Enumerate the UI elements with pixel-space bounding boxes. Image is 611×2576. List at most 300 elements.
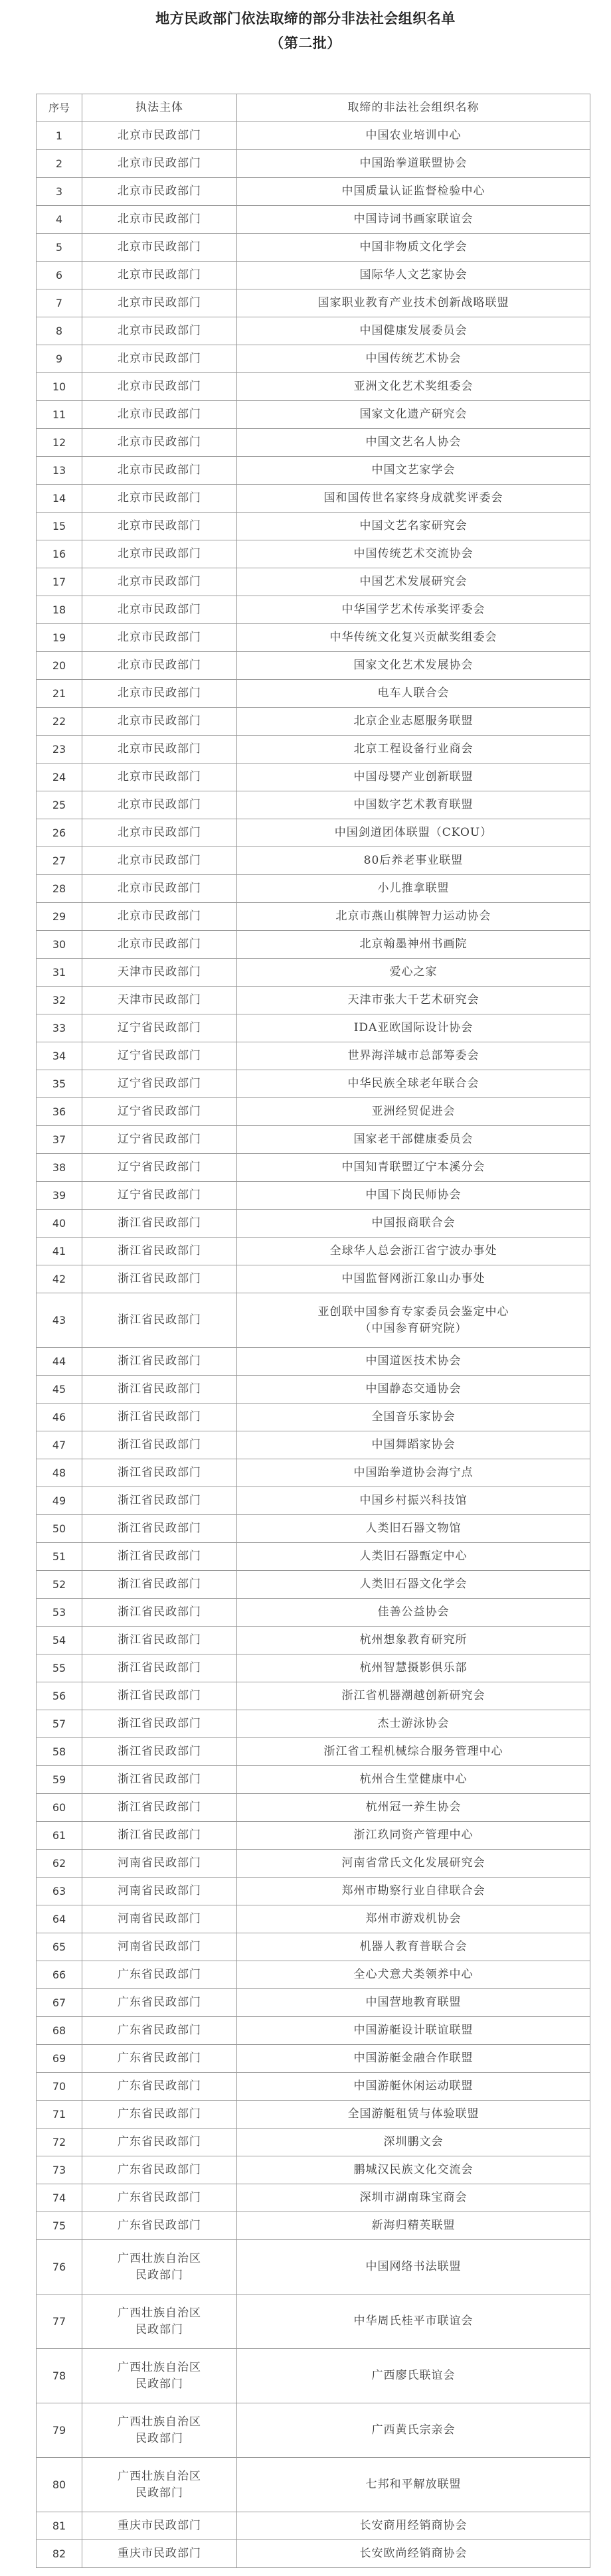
row-organization xyxy=(237,206,590,234)
row-number: 40 xyxy=(37,1210,82,1238)
row-organization xyxy=(237,568,590,596)
row-agency-line: 广东省民政部门 xyxy=(118,2107,201,2121)
row-organization-line: 机器人教育普联合会 xyxy=(359,1940,468,1953)
row-agency xyxy=(82,987,237,1014)
table-row xyxy=(37,1487,590,1515)
row-number: 2 xyxy=(37,150,82,178)
row-agency xyxy=(82,2045,237,2073)
row-number: 14 xyxy=(37,485,82,513)
row-number: 37 xyxy=(37,1126,82,1154)
row-agency-line: 浙江省民政部门 xyxy=(118,1313,201,1327)
table-row xyxy=(37,1961,590,1989)
table-row xyxy=(37,791,590,819)
row-organization-line: 全心犬意犬类领养中心 xyxy=(353,1968,474,1981)
table-row xyxy=(37,2073,590,2101)
row-organization xyxy=(237,2294,590,2349)
table-row xyxy=(37,624,590,652)
table-row xyxy=(37,2129,590,2156)
row-agency xyxy=(82,373,237,401)
table-row xyxy=(37,1822,590,1850)
row-organization xyxy=(237,429,590,457)
row-organization-line: 七邦和平解放联盟 xyxy=(365,2478,462,2491)
row-organization xyxy=(237,764,590,791)
table-row xyxy=(37,2101,590,2129)
row-organization-line: 人类旧石器文物馆 xyxy=(365,1522,462,1535)
row-agency-line: 辽宁省民政部门 xyxy=(118,1133,201,1146)
row-number: 25 xyxy=(37,791,82,819)
row-agency-line: 天津市民政部门 xyxy=(118,993,201,1006)
row-organization xyxy=(237,345,590,373)
row-agency-line: 北京市民政部门 xyxy=(118,854,201,867)
row-agency-line: 广西壮族自治区 xyxy=(118,2360,201,2374)
row-number: 75 xyxy=(37,2212,82,2240)
row-organization-line: 80后养老事业联盟 xyxy=(363,854,464,867)
row-number: 49 xyxy=(37,1487,82,1515)
row-agency xyxy=(82,317,237,345)
row-organization xyxy=(237,1014,590,1042)
row-agency-line: 广东省民政部门 xyxy=(118,2024,201,2037)
header-agency: 执法主体 xyxy=(82,94,237,122)
row-organization-line: 国家职业教育产业技术创新战略联盟 xyxy=(317,296,509,309)
table-row xyxy=(37,513,590,540)
row-organization-line: 中国游艇设计联谊联盟 xyxy=(353,2024,474,2037)
row-organization xyxy=(237,1961,590,1989)
row-agency-line: 重庆市民政部门 xyxy=(118,2547,201,2560)
row-agency-line: 浙江省民政部门 xyxy=(118,1382,201,1396)
row-organization-line: 中国艺术发展研究会 xyxy=(359,575,468,588)
table-row xyxy=(37,931,590,959)
page-subtitle: （第二批） xyxy=(270,35,341,51)
row-number: 19 xyxy=(37,624,82,652)
row-agency xyxy=(82,122,237,150)
table-row xyxy=(37,234,590,262)
row-organization-line: 杰士游泳协会 xyxy=(377,1717,450,1730)
row-number: 27 xyxy=(37,847,82,875)
row-organization-line: 杭州冠一养生协会 xyxy=(365,1801,462,1814)
table-row xyxy=(37,289,590,317)
row-organization xyxy=(237,1710,590,1738)
row-number: 43 xyxy=(37,1293,82,1348)
table-row xyxy=(37,1850,590,1878)
row-organization-line: 中国网络书法联盟 xyxy=(365,2260,462,2273)
row-organization-line: 中国文艺家学会 xyxy=(371,463,456,477)
row-organization xyxy=(237,401,590,429)
table-row xyxy=(37,429,590,457)
row-agency-line: 广东省民政部门 xyxy=(118,2135,201,2148)
row-organization-line: 中华国学艺术传承奖评委会 xyxy=(341,603,485,616)
row-agency xyxy=(82,206,237,234)
row-organization-line: 国和国传世名家终身成就奖评委会 xyxy=(323,491,503,505)
table-row xyxy=(37,2184,590,2212)
row-agency-line: 浙江省民政部门 xyxy=(118,1661,201,1674)
row-organization xyxy=(237,234,590,262)
table-row xyxy=(37,1348,590,1376)
row-number: 28 xyxy=(37,875,82,903)
table-body xyxy=(37,122,590,2568)
row-agency xyxy=(82,2017,237,2045)
row-organization xyxy=(237,2349,590,2403)
row-number: 79 xyxy=(37,2403,82,2458)
row-agency xyxy=(82,819,237,847)
row-organization-line: IDA亚欧国际设计协会 xyxy=(353,1021,474,1034)
table-row xyxy=(37,1515,590,1543)
row-organization xyxy=(237,2017,590,2045)
row-agency xyxy=(82,513,237,540)
row-organization xyxy=(237,1933,590,1961)
table-row xyxy=(37,1766,590,1794)
row-agency-line: 北京市民政部门 xyxy=(118,380,201,393)
row-organization-line: 中华传统文化复兴贡献奖组委会 xyxy=(329,631,497,644)
row-agency xyxy=(82,1961,237,1989)
table-row xyxy=(37,1376,590,1404)
row-organization xyxy=(237,513,590,540)
row-agency-line: 北京市民政部门 xyxy=(118,519,201,532)
row-agency xyxy=(82,1543,237,1571)
row-organization xyxy=(237,2073,590,2101)
row-organization xyxy=(237,1571,590,1599)
row-organization-line: 国家老干部健康委员会 xyxy=(353,1133,474,1146)
row-agency-line: 北京市民政部门 xyxy=(118,324,201,337)
row-agency xyxy=(82,345,237,373)
row-agency-line: 广东省民政部门 xyxy=(118,2191,201,2204)
row-agency-line: 天津市民政部门 xyxy=(118,965,201,979)
row-agency xyxy=(82,1682,237,1710)
row-number: 26 xyxy=(37,819,82,847)
table-row xyxy=(37,1710,590,1738)
table-row xyxy=(37,568,590,596)
row-organization-line: 世界海洋城市总部筹委会 xyxy=(347,1049,480,1062)
row-organization xyxy=(237,1682,590,1710)
row-agency-line: 浙江省民政部门 xyxy=(118,1272,201,1285)
row-organization-line: 广西黄氏宗亲会 xyxy=(371,2423,456,2437)
row-number: 42 xyxy=(37,1265,82,1293)
row-number: 24 xyxy=(37,764,82,791)
row-organization-line: 浙江省工程机械综合服务管理中心 xyxy=(323,1745,503,1758)
row-organization-line: 中国静态交通协会 xyxy=(365,1382,462,1396)
row-agency-line: 浙江省民政部门 xyxy=(118,1773,201,1786)
row-agency-line: 北京市民政部门 xyxy=(118,882,201,895)
table-row xyxy=(37,2403,590,2458)
row-organization xyxy=(237,2129,590,2156)
table-row xyxy=(37,122,590,150)
table-row xyxy=(37,596,590,624)
row-organization xyxy=(237,1376,590,1404)
table-row xyxy=(37,2017,590,2045)
row-agency-line: 辽宁省民政部门 xyxy=(118,1049,201,1062)
row-organization xyxy=(237,1293,590,1348)
table-row xyxy=(37,903,590,931)
row-number: 44 xyxy=(37,1348,82,1376)
row-number: 32 xyxy=(37,987,82,1014)
row-organization xyxy=(237,708,590,736)
row-agency xyxy=(82,262,237,289)
table-row xyxy=(37,373,590,401)
row-agency xyxy=(82,1654,237,1682)
table-row xyxy=(37,1238,590,1265)
row-organization xyxy=(237,289,590,317)
row-organization xyxy=(237,1599,590,1627)
row-agency-line: 北京市民政部门 xyxy=(118,268,201,282)
row-organization-line: 中国传统艺术协会 xyxy=(365,352,462,365)
row-agency-line: 北京市民政部门 xyxy=(118,910,201,923)
table-header-row xyxy=(37,94,590,122)
row-organization xyxy=(237,1794,590,1822)
row-agency-line: 广东省民政部门 xyxy=(118,2163,201,2176)
row-agency-line: 民政部门 xyxy=(135,2486,183,2500)
table-row xyxy=(37,457,590,485)
row-agency-line: 北京市民政部门 xyxy=(118,296,201,309)
row-organization xyxy=(237,457,590,485)
row-agency xyxy=(82,2458,237,2512)
row-agency xyxy=(82,2184,237,2212)
row-number: 9 xyxy=(37,345,82,373)
row-agency-line: 北京市民政部门 xyxy=(118,129,201,142)
row-agency-line: 浙江省民政部门 xyxy=(118,1410,201,1423)
row-number: 53 xyxy=(37,1599,82,1627)
table-row xyxy=(37,1042,590,1070)
row-organization-line: 全国游艇租赁与体验联盟 xyxy=(347,2107,480,2121)
row-number: 73 xyxy=(37,2156,82,2184)
row-organization-line: 浙江省机器潮越创新研究会 xyxy=(341,1689,485,1702)
row-organization xyxy=(237,2240,590,2294)
page-title: 地方民政部门依法取缔的部分非法社会组织名单 xyxy=(155,11,456,27)
row-agency-line: 广西壮族自治区 xyxy=(118,2469,201,2483)
row-agency xyxy=(82,568,237,596)
row-organization xyxy=(237,317,590,345)
row-agency-line: 北京市民政部门 xyxy=(118,575,201,588)
row-organization-line: 国家文化艺术发展协会 xyxy=(353,659,474,672)
row-agency xyxy=(82,1905,237,1933)
row-agency-line: 民政部门 xyxy=(135,2268,183,2282)
row-organization xyxy=(237,2156,590,2184)
row-organization-line: 亚洲经贸促进会 xyxy=(371,1105,456,1118)
row-agency xyxy=(82,485,237,513)
table-row xyxy=(37,1738,590,1766)
row-organization-line: 浙江玖同资产管理中心 xyxy=(353,1828,474,1842)
row-organization-line: 中国道医技术协会 xyxy=(365,1354,462,1368)
table-row xyxy=(37,1543,590,1571)
row-agency-line: 广东省民政部门 xyxy=(118,1968,201,1981)
row-organization xyxy=(237,1070,590,1098)
row-number: 7 xyxy=(37,289,82,317)
table-row xyxy=(37,1682,590,1710)
row-agency-line: 浙江省民政部门 xyxy=(118,1689,201,1702)
row-organization xyxy=(237,262,590,289)
row-organization xyxy=(237,2184,590,2212)
row-number: 50 xyxy=(37,1515,82,1543)
row-number: 66 xyxy=(37,1961,82,1989)
row-agency xyxy=(82,234,237,262)
row-organization xyxy=(237,122,590,150)
row-organization xyxy=(237,2540,590,2568)
row-organization xyxy=(237,1515,590,1543)
row-agency xyxy=(82,652,237,680)
row-agency xyxy=(82,2403,237,2458)
row-number: 17 xyxy=(37,568,82,596)
row-organization-line: 国家文化遗产研究会 xyxy=(359,408,468,421)
row-organization xyxy=(237,1348,590,1376)
row-organization-line: 北京市燕山棋牌智力运动协会 xyxy=(335,910,491,923)
row-number: 51 xyxy=(37,1543,82,1571)
row-agency-line: 浙江省民政部门 xyxy=(118,1354,201,1368)
header-number: 序号 xyxy=(37,94,82,122)
row-agency-line: 北京市民政部门 xyxy=(118,491,201,505)
row-organization-line: 北京企业志愿服务联盟 xyxy=(353,714,474,728)
row-organization xyxy=(237,2101,590,2129)
row-agency-line: 广西壮族自治区 xyxy=(118,2415,201,2429)
row-organization xyxy=(237,1878,590,1905)
row-agency-line: 浙江省民政部门 xyxy=(118,1244,201,1257)
row-agency xyxy=(82,2540,237,2568)
row-organization xyxy=(237,178,590,206)
row-agency xyxy=(82,2101,237,2129)
row-agency-line: 北京市民政部门 xyxy=(118,185,201,198)
row-number: 78 xyxy=(37,2349,82,2403)
table-row xyxy=(37,1878,590,1905)
row-agency-line: 广东省民政部门 xyxy=(118,1996,201,2009)
row-organization-line: 中华民族全球老年联合会 xyxy=(347,1077,480,1090)
row-agency xyxy=(82,429,237,457)
row-organization xyxy=(237,1404,590,1431)
row-number: 6 xyxy=(37,262,82,289)
table-row xyxy=(37,875,590,903)
row-organization-line: 北京工程设备行业商会 xyxy=(353,742,474,756)
row-organization xyxy=(237,373,590,401)
table-row xyxy=(37,680,590,708)
row-agency-line: 浙江省民政部门 xyxy=(118,1494,201,1507)
table-row xyxy=(37,2458,590,2512)
row-number: 39 xyxy=(37,1182,82,1210)
row-agency-line: 广东省民政部门 xyxy=(118,2052,201,2065)
row-organization-line: 河南省常氏文化发展研究会 xyxy=(341,1856,485,1870)
row-organization xyxy=(237,150,590,178)
row-organization-line: 杭州合生堂健康中心 xyxy=(359,1773,468,1786)
row-organization xyxy=(237,1766,590,1794)
row-agency xyxy=(82,736,237,764)
row-agency xyxy=(82,1014,237,1042)
row-agency xyxy=(82,764,237,791)
table-row xyxy=(37,1905,590,1933)
table-row xyxy=(37,178,590,206)
row-agency-line: 北京市民政部门 xyxy=(118,770,201,783)
row-organization xyxy=(237,1459,590,1487)
row-organization-line: 杭州想象教育研究所 xyxy=(359,1633,468,1647)
row-number: 21 xyxy=(37,680,82,708)
row-agency-line: 浙江省民政部门 xyxy=(118,1522,201,1535)
row-agency xyxy=(82,1098,237,1126)
table-row xyxy=(37,2212,590,2240)
table-row xyxy=(37,2240,590,2294)
row-organization-line: 小儿推拿联盟 xyxy=(377,882,450,895)
table-row xyxy=(37,847,590,875)
row-number: 71 xyxy=(37,2101,82,2129)
row-agency xyxy=(82,624,237,652)
row-agency xyxy=(82,289,237,317)
table-row xyxy=(37,1627,590,1654)
table-row xyxy=(37,1404,590,1431)
row-agency xyxy=(82,596,237,624)
row-organization-line: 新海归精英联盟 xyxy=(371,2219,456,2232)
row-organization xyxy=(237,1905,590,1933)
row-number: 68 xyxy=(37,2017,82,2045)
row-agency-line: 浙江省民政部门 xyxy=(118,1216,201,1230)
row-agency-line: 浙江省民政部门 xyxy=(118,1745,201,1758)
row-organization-line: 天津市张大千艺术研究会 xyxy=(347,993,480,1006)
row-organization-line: 中国游艇金融合作联盟 xyxy=(353,2052,474,2065)
row-number: 12 xyxy=(37,429,82,457)
row-organization-line: 中国舞蹈家协会 xyxy=(371,1438,456,1451)
row-agency xyxy=(82,1265,237,1293)
row-organization xyxy=(237,1182,590,1210)
row-agency-line: 广西壮族自治区 xyxy=(118,2306,201,2320)
table-row xyxy=(37,262,590,289)
row-organization xyxy=(237,624,590,652)
row-organization xyxy=(237,596,590,624)
row-agency-line: 浙江省民政部门 xyxy=(118,1828,201,1842)
row-organization xyxy=(237,1654,590,1682)
row-organization xyxy=(237,931,590,959)
row-number: 67 xyxy=(37,1989,82,2017)
table-row xyxy=(37,1293,590,1348)
row-organization xyxy=(237,2458,590,2512)
row-organization xyxy=(237,1154,590,1182)
row-number: 72 xyxy=(37,2129,82,2156)
row-organization-line: 中国监督网浙江象山办事处 xyxy=(341,1272,485,1285)
row-organization-line: 中国诗词书画家联谊会 xyxy=(353,212,474,226)
row-organization xyxy=(237,680,590,708)
row-organization xyxy=(237,1431,590,1459)
table-row xyxy=(37,1182,590,1210)
row-number: 56 xyxy=(37,1682,82,1710)
row-agency-line: 河南省民政部门 xyxy=(118,1912,201,1925)
row-agency-line: 辽宁省民政部门 xyxy=(118,1077,201,1090)
row-agency-line: 重庆市民政部门 xyxy=(118,2519,201,2532)
row-organization-line: 中国传统艺术交流协会 xyxy=(353,547,474,560)
row-number: 54 xyxy=(37,1627,82,1654)
row-agency xyxy=(82,959,237,987)
row-number: 8 xyxy=(37,317,82,345)
table-row xyxy=(37,206,590,234)
row-organization xyxy=(237,1210,590,1238)
row-number: 34 xyxy=(37,1042,82,1070)
row-agency-line: 浙江省民政部门 xyxy=(118,1605,201,1619)
row-organization-line: 长安欧尚经销商协会 xyxy=(359,2547,468,2560)
row-agency xyxy=(82,2349,237,2403)
table-row xyxy=(37,1126,590,1154)
row-agency-line: 浙江省民政部门 xyxy=(118,1438,201,1451)
row-agency xyxy=(82,1794,237,1822)
row-organization-line: 中国营地教育联盟 xyxy=(365,1996,462,2009)
row-organization xyxy=(237,2212,590,2240)
row-agency-line: 浙江省民政部门 xyxy=(118,1466,201,1479)
row-organization-line: 中国文艺名家研究会 xyxy=(359,519,468,532)
row-number: 41 xyxy=(37,1238,82,1265)
table-row xyxy=(37,1014,590,1042)
row-agency xyxy=(82,1210,237,1238)
row-agency-line: 辽宁省民政部门 xyxy=(118,1021,201,1034)
row-organization-line: 全国音乐家协会 xyxy=(371,1410,456,1423)
row-number: 52 xyxy=(37,1571,82,1599)
row-number: 38 xyxy=(37,1154,82,1182)
row-organization-line: 深圳市湖南珠宝商会 xyxy=(359,2191,468,2204)
row-agency-line: 北京市民政部门 xyxy=(118,240,201,254)
row-organization-line: 中国报商联合会 xyxy=(371,1216,456,1230)
row-number: 55 xyxy=(37,1654,82,1682)
row-number: 20 xyxy=(37,652,82,680)
table-row xyxy=(37,1933,590,1961)
row-organization xyxy=(237,540,590,568)
row-agency-line: 辽宁省民政部门 xyxy=(118,1188,201,1202)
